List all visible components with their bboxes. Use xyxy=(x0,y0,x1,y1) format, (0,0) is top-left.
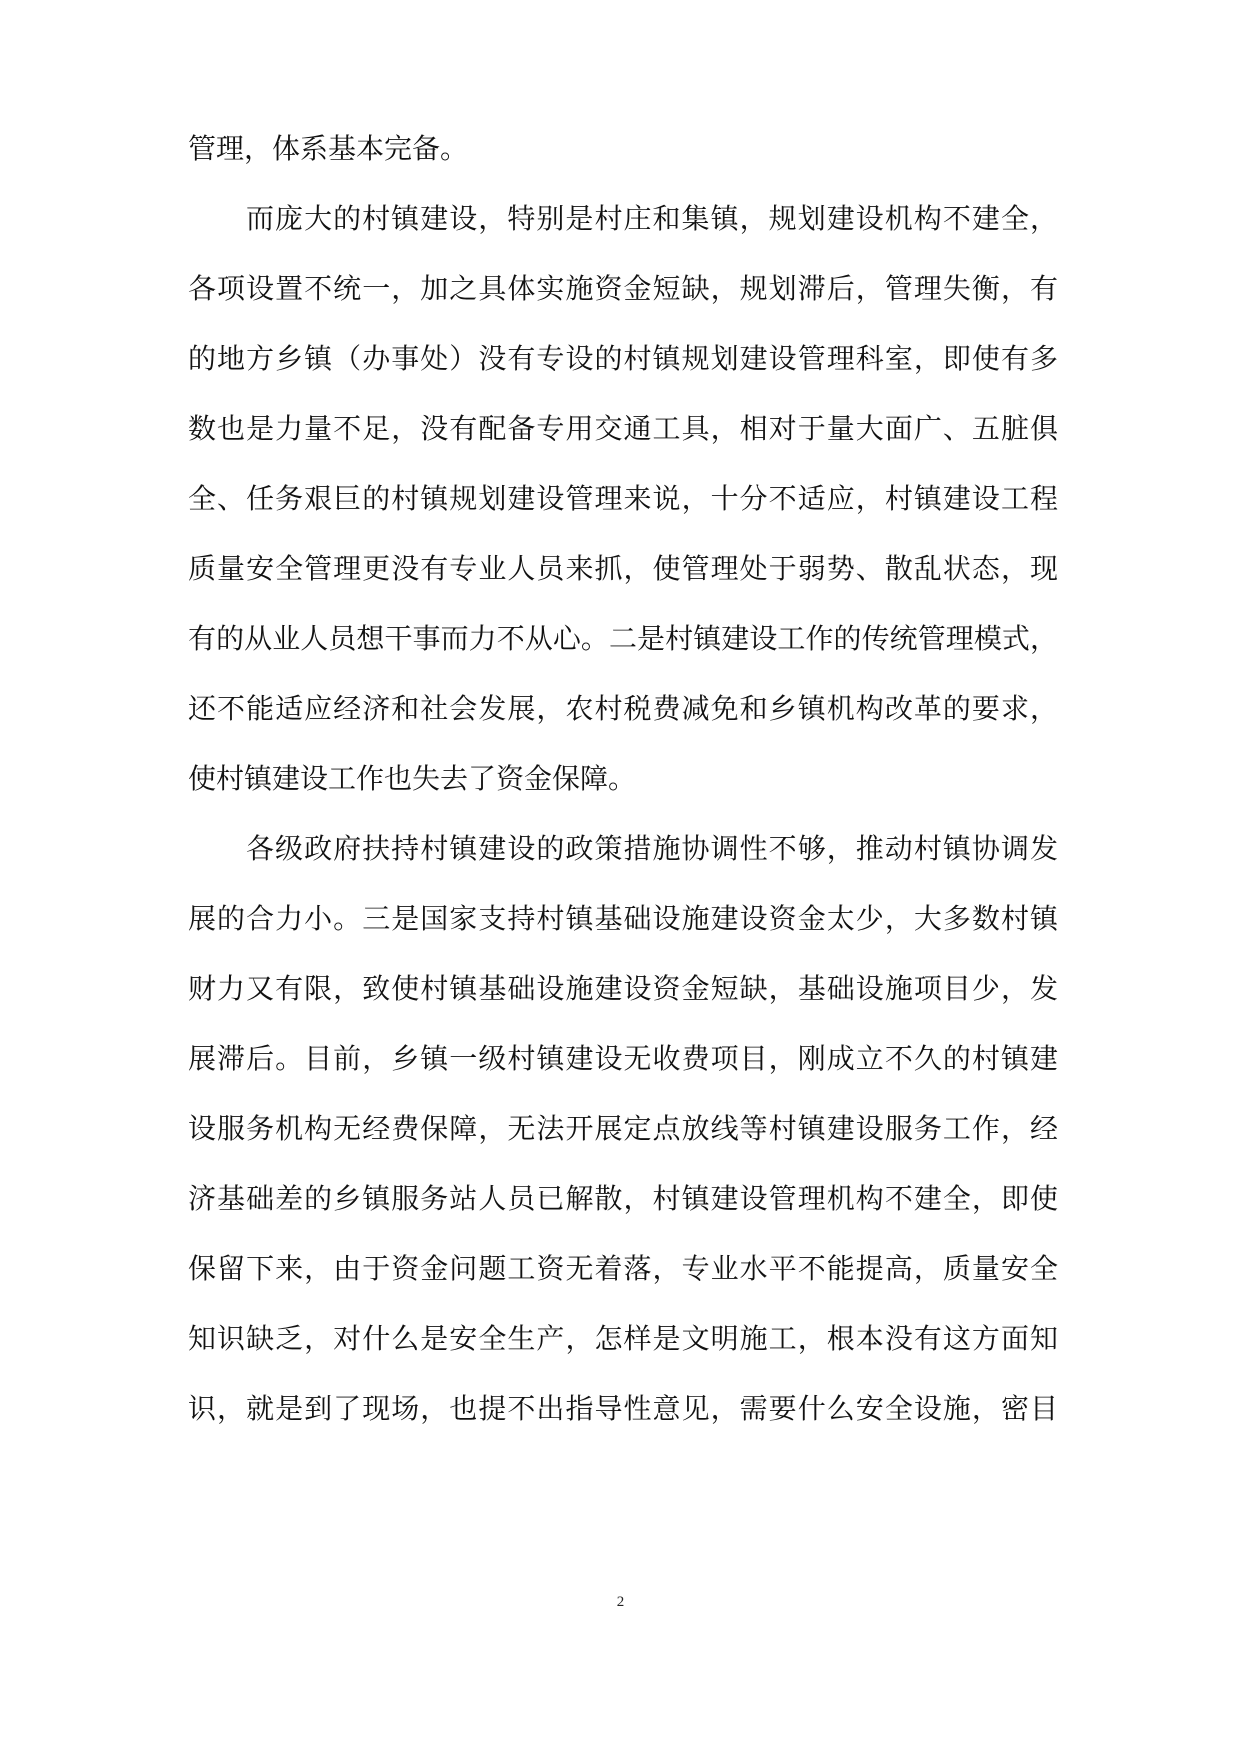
text-line: 有的从业人员想干事而力不从心。二是村镇建设工作的传统管理模式， xyxy=(188,622,1058,655)
text-line: 而庞大的村镇建设，特别是村庄和集镇，规划建设机构不建全， xyxy=(246,202,1058,235)
text-line: 设服务机构无经费保障，无法开展定点放线等村镇建设服务工作，经 xyxy=(188,1112,1058,1145)
text-line: 质量安全管理更没有专业人员来抓，使管理处于弱势、散乱状态，现 xyxy=(188,552,1058,585)
page-number: 2 xyxy=(616,1594,625,1610)
text-line: 使村镇建设工作也失去了资金保障。 xyxy=(188,762,637,795)
text-line: 全、任务艰巨的村镇规划建设管理来说，十分不适应，村镇建设工程 xyxy=(188,482,1058,515)
text-line: 各项设置不统一，加之具体实施资金短缺，规划滞后，管理失衡，有 xyxy=(188,272,1058,305)
text-line: 济基础差的乡镇服务站人员已解散，村镇建设管理机构不建全，即使 xyxy=(188,1182,1058,1215)
text-line: 保留下来，由于资金问题工资无着落，专业水平不能提高，质量安全 xyxy=(188,1252,1058,1285)
text-line: 展的合力小。三是国家支持村镇基础设施建设资金太少，大多数村镇 xyxy=(188,902,1058,935)
text-line: 还不能适应经济和社会发展，农村税费减免和乡镇机构改革的要求， xyxy=(188,692,1058,725)
text-line: 知识缺乏，对什么是安全生产，怎样是文明施工，根本没有这方面知 xyxy=(188,1322,1058,1355)
text-line: 展滞后。目前，乡镇一级村镇建设无收费项目，刚成立不久的村镇建 xyxy=(188,1042,1058,1075)
text-line: 管理，体系基本完备。 xyxy=(188,132,469,165)
text-line: 各级政府扶持村镇建设的政策措施协调性不够，推动村镇协调发 xyxy=(246,832,1058,865)
text-line: 财力又有限，致使村镇基础设施建设资金短缺，基础设施项目少，发 xyxy=(188,972,1058,1005)
text-line: 识，就是到了现场，也提不出指导性意见，需要什么安全设施，密目 xyxy=(188,1392,1058,1425)
text-line: 数也是力量不足，没有配备专用交通工具，相对于量大面广、五脏俱 xyxy=(188,412,1058,445)
text-line: 的地方乡镇（办事处）没有专设的村镇规划建设管理科室，即使有多 xyxy=(188,342,1058,375)
